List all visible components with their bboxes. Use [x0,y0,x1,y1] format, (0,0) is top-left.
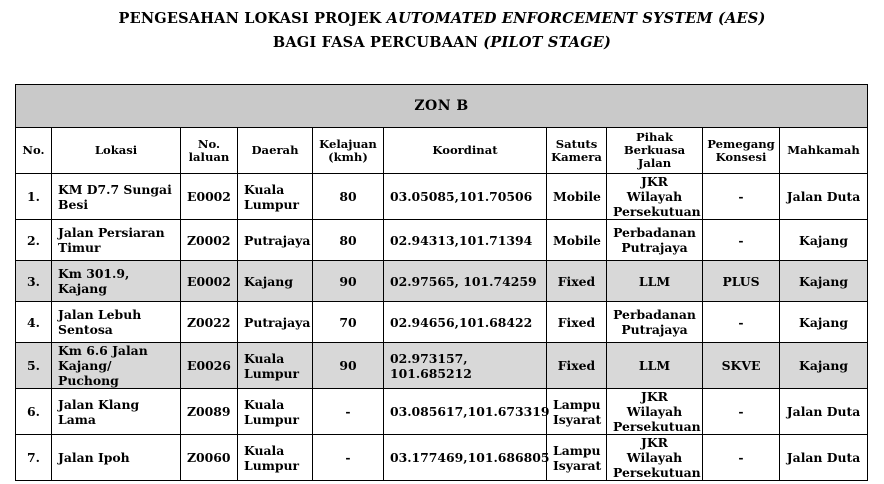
cell-lokasi: Km 6.6 Jalan Kajang/ Puchong [52,343,181,389]
cell-pihak-berkuasa: JKR Wilayah Persekutuan [607,435,703,481]
header-pihak-berkuasa: Pihak Berkuasa Jalan [607,128,703,174]
cell-pihak-berkuasa: LLM [607,343,703,389]
cell-status-kamera: Lampu Isyarat [547,389,607,435]
cell-pemegang-konsesi: - [703,389,780,435]
row-number: 7. [16,435,52,481]
document-title-line2 [0,34,884,51]
cell-pihak-berkuasa: JKR Wilayah Persekutuan [607,174,703,220]
cell-kelajuan: - [313,435,384,481]
cell-mahkamah: Jalan Duta [780,174,868,220]
cell-status-kamera: Fixed [547,261,607,302]
table-row [16,174,868,220]
cell-daerah: Kajang [238,261,313,302]
row-number: 1. [16,174,52,220]
cell-no-laluan: E0002 [181,261,238,302]
cell-status-kamera: Mobile [547,220,607,261]
cell-pihak-berkuasa: Perbadanan Putrajaya [607,220,703,261]
cell-lokasi: Jalan Klang Lama [52,389,181,435]
row-number: 2. [16,220,52,261]
zone-row [16,85,868,128]
title-line1-plain: PENGESAHAN LOKASI PROJEK [118,10,387,27]
cell-kelajuan: 90 [313,261,384,302]
table-row [16,435,868,481]
cell-koordinat: 02.973157, 101.685212 [384,343,547,389]
cell-mahkamah: Kajang [780,302,868,343]
table-row [16,220,868,261]
title-line1-italic: AUTOMATED ENFORCEMENT SYSTEM (AES) [386,10,766,27]
cell-daerah: Kuala Lumpur [238,435,313,481]
cell-pemegang-konsesi: - [703,302,780,343]
cell-no-laluan: E0002 [181,174,238,220]
cell-mahkamah: Kajang [780,261,868,302]
cell-koordinat: 03.177469,101.686805 [384,435,547,481]
zone-label: ZON B [16,85,868,128]
cell-no-laluan: Z0002 [181,220,238,261]
cell-pemegang-konsesi: - [703,174,780,220]
cell-status-kamera: Fixed [547,302,607,343]
cell-no-laluan: Z0089 [181,389,238,435]
cell-lokasi: Jalan Lebuh Sentosa [52,302,181,343]
row-number: 3. [16,261,52,302]
cell-kelajuan: 70 [313,302,384,343]
cell-status-kamera: Mobile [547,174,607,220]
cell-lokasi: KM D7.7 Sungai Besi [52,174,181,220]
cell-daerah: Putrajaya [238,220,313,261]
cell-no-laluan: E0026 [181,343,238,389]
cell-koordinat: 03.085617,101.673319 [384,389,547,435]
cell-kelajuan: - [313,389,384,435]
cell-pihak-berkuasa: Perbadanan Putrajaya [607,302,703,343]
header-lokasi: Lokasi [52,128,181,174]
header-no: No. [16,128,52,174]
table-row [16,302,868,343]
header-status-kamera: Satuts Kamera [547,128,607,174]
cell-lokasi: Jalan Ipoh [52,435,181,481]
table-row [16,389,868,435]
cell-mahkamah: Jalan Duta [780,389,868,435]
cell-status-kamera: Fixed [547,343,607,389]
cell-koordinat: 02.94656,101.68422 [384,302,547,343]
cell-pemegang-konsesi: - [703,435,780,481]
cell-kelajuan: 80 [313,220,384,261]
row-number: 6. [16,389,52,435]
cell-pemegang-konsesi: - [703,220,780,261]
cell-mahkamah: Kajang [780,343,868,389]
cell-daerah: Kuala Lumpur [238,174,313,220]
document-title-line1 [0,10,884,27]
cell-koordinat: 03.05085,101.70506 [384,174,547,220]
table-row [16,343,868,389]
title-line2-italic: (PILOT STAGE) [483,34,612,51]
cell-pemegang-konsesi: SKVE [703,343,780,389]
header-mahkamah: Mahkamah [780,128,868,174]
cell-daerah: Kuala Lumpur [238,343,313,389]
cell-no-laluan: Z0022 [181,302,238,343]
table-row [16,261,868,302]
cell-status-kamera: Lampu Isyarat [547,435,607,481]
cell-kelajuan: 90 [313,343,384,389]
header-kelajuan: Kelajuan (kmh) [313,128,384,174]
cell-pemegang-konsesi: PLUS [703,261,780,302]
row-number: 4. [16,302,52,343]
header-row [16,128,868,174]
header-koordinat: Koordinat [384,128,547,174]
cell-lokasi: Km 301.9, Kajang [52,261,181,302]
locations-table [15,84,868,481]
cell-no-laluan: Z0060 [181,435,238,481]
header-pemegang-konsesi: Pemegang Konsesi [703,128,780,174]
cell-koordinat: 02.97565, 101.74259 [384,261,547,302]
cell-mahkamah: Jalan Duta [780,435,868,481]
header-daerah: Daerah [238,128,313,174]
cell-pihak-berkuasa: JKR Wilayah Persekutuan [607,389,703,435]
row-number: 5. [16,343,52,389]
cell-mahkamah: Kajang [780,220,868,261]
cell-lokasi: Jalan Persiaran Timur [52,220,181,261]
cell-daerah: Putrajaya [238,302,313,343]
cell-kelajuan: 80 [313,174,384,220]
cell-pihak-berkuasa: LLM [607,261,703,302]
cell-koordinat: 02.94313,101.71394 [384,220,547,261]
header-no-laluan: No. laluan [181,128,238,174]
title-line2-plain: BAGI FASA PERCUBAAN [272,34,484,51]
cell-daerah: Kuala Lumpur [238,389,313,435]
